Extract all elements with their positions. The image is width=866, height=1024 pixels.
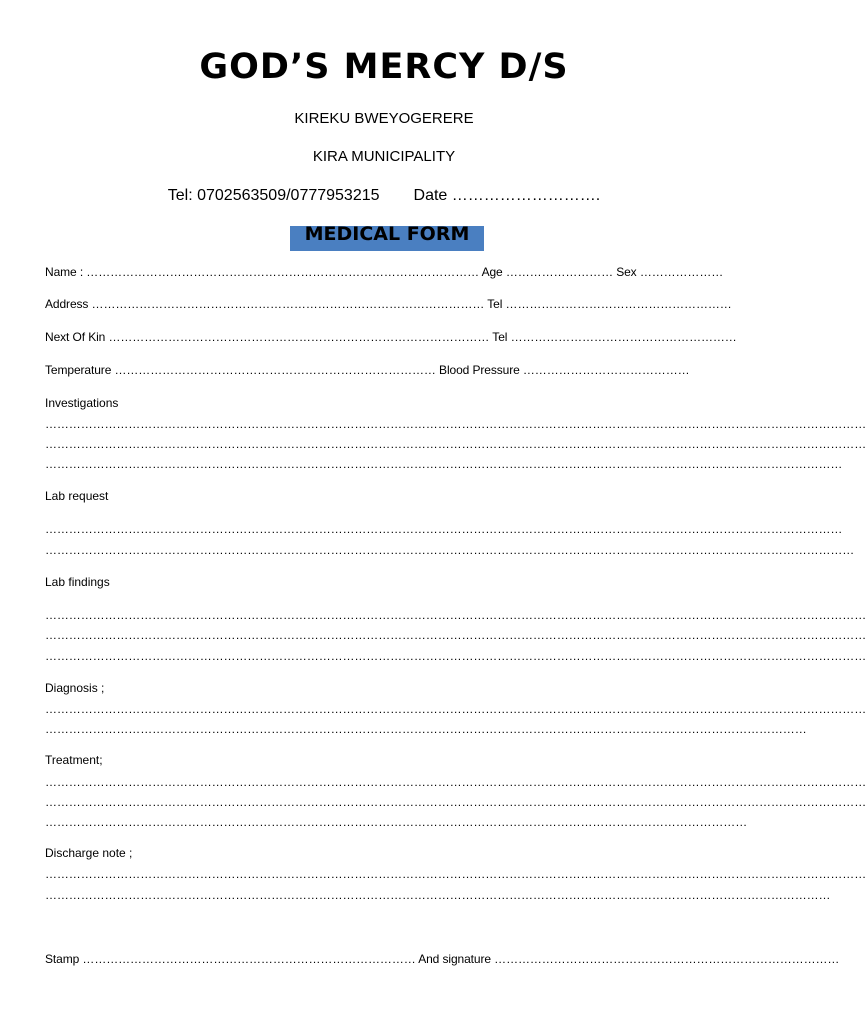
lab-findings-line[interactable]: ……………………………………………………………………………………………………………………………………………………………………………………… xyxy=(45,608,866,622)
temperature-blood-pressure-field[interactable]: Temperature ……………………………………………………………………… Blood Pressure …………………………………… xyxy=(45,363,690,377)
diagnosis-line[interactable]: ………………………………………………………………………………………………………………………………………………………………………… xyxy=(45,722,807,736)
diagnosis-label: Diagnosis ; xyxy=(45,681,105,695)
form-title-banner xyxy=(290,223,484,251)
lab-request-label: Lab request xyxy=(45,489,109,503)
contact-line xyxy=(0,186,768,206)
discharge-note-line[interactable]: ……………………………………………………………………………………………………………………………………………………………………………………… xyxy=(45,867,866,881)
form-title: MEDICAL FORM xyxy=(304,223,470,245)
lab-request-line[interactable]: ………………………………………………………………………………………………………………………………………………………………………………… xyxy=(45,522,843,536)
name-age-sex-field[interactable]: Name : ……………………………………………………………………………………… Age ……………………… Sex ………………… xyxy=(45,265,724,279)
date-field[interactable]: Date ………………………. xyxy=(413,187,601,204)
clinic-address-line1: KIREKU BWEYOGERERE xyxy=(294,110,474,127)
lab-findings-line[interactable]: ……………………………………………………………………………………………………………………………………………………………………………………… xyxy=(45,628,866,642)
investigations-label: Investigations xyxy=(45,396,119,410)
clinic-name: GOD’S MERCY D/S xyxy=(199,47,569,87)
treatment-line[interactable]: ……………………………………………………………………………………………………………………………………………………………………………………… xyxy=(45,775,866,789)
investigations-line[interactable]: ……………………………………………………………………………………………………………………………………………………………………………………… xyxy=(45,437,866,451)
stamp-signature-field[interactable]: Stamp ………………………………………………………………………… And signature …………………………………………………………………………… xyxy=(45,952,840,966)
lab-request-line[interactable]: …………………………………………………………………………………………………………………………………………………………………………………… xyxy=(45,543,855,557)
investigations-line[interactable]: ……………………………………………………………………………………………………………………………………………………………………………………… xyxy=(45,417,866,431)
clinic-address-line2: KIRA MUNICIPALITY xyxy=(312,148,456,165)
diagnosis-line[interactable]: ……………………………………………………………………………………………………………………………………………………………………………………… xyxy=(45,702,866,716)
investigations-line[interactable]: ………………………………………………………………………………………………………………………………………………………………………………… xyxy=(45,457,843,471)
discharge-note-label: Discharge note ; xyxy=(45,846,133,860)
discharge-note-line[interactable]: ……………………………………………………………………………………………………………………………………………………………………………… xyxy=(45,888,831,902)
telephone-numbers: Tel: 0702563509/0777953215 xyxy=(167,187,380,204)
address-tel-field[interactable]: Address ……………………………………………………………………………………… Tel ………………………………………………… xyxy=(45,297,732,311)
next-of-kin-tel-field[interactable]: Next Of Kin …………………………………………………………………………………… Tel ………………………………………………… xyxy=(45,330,737,344)
treatment-label: Treatment; xyxy=(45,753,103,767)
lab-findings-line[interactable]: ……………………………………………………………………………………………………………………………………………………………………………………… xyxy=(45,649,866,663)
treatment-line[interactable]: …………………………………………………………………………………………………………………………………………………………… xyxy=(45,815,748,829)
treatment-line[interactable]: ……………………………………………………………………………………………………………………………………………………………………………………… xyxy=(45,795,866,809)
lab-findings-label: Lab findings xyxy=(45,575,110,589)
